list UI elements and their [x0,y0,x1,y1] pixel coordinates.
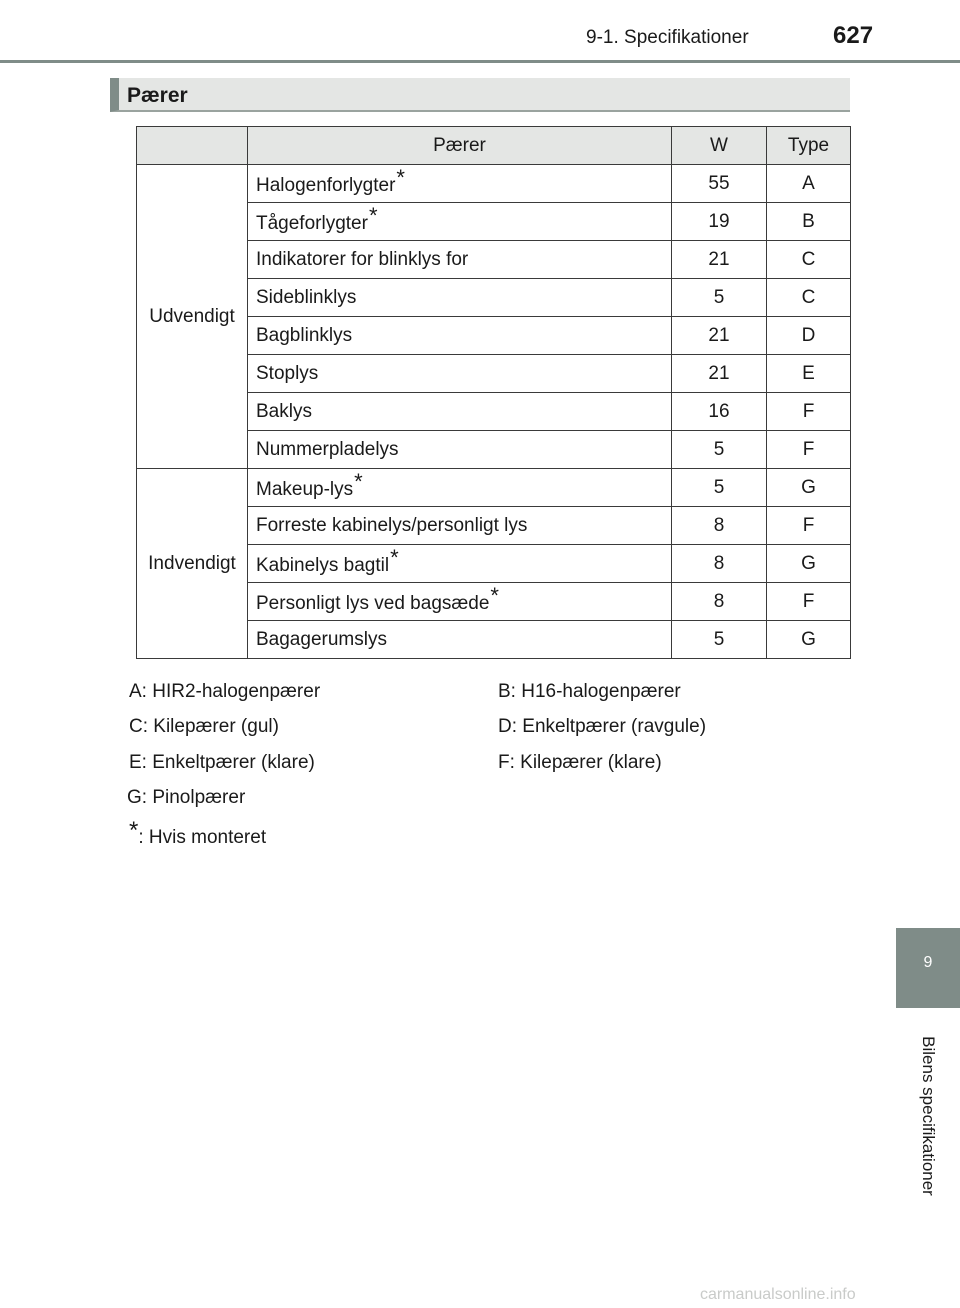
bulb-name-cell [248,203,672,241]
section-heading-bar [110,78,850,112]
bulb-name: Forreste kabinelys/personligt lys [256,514,528,536]
legend-f: F: Kilepærer (klare) [498,752,662,773]
bulb-name-cell [248,317,672,355]
bulb-name-cell [248,545,672,583]
header-watt: W [672,127,767,165]
legend-b: B: H16-halogenpærer [498,681,681,702]
optional-marker: * [396,164,405,190]
type-cell: C [767,241,851,279]
type-cell: G [767,469,851,507]
type-cell: G [767,545,851,583]
type-cell: F [767,431,851,469]
header-rule [0,60,960,63]
type-cell: E [767,355,851,393]
footnote [129,817,267,850]
bulb-name-cell [248,165,672,203]
optional-marker: * [390,544,399,570]
table-header-row [137,127,851,165]
bulb-name-cell [248,241,672,279]
watermark: carmanualsonline.info [700,1286,856,1303]
legend-a: A: HIR2-halogenpærer [129,681,321,702]
bulb-name-cell [248,355,672,393]
bulb-name: Tågeforlygter [256,212,368,234]
legend-d: D: Enkeltpærer (ravgule) [498,716,707,737]
bulb-name: Stoplys [256,362,319,384]
type-cell: F [767,507,851,545]
legend-g: G: Pinolpærer [127,787,246,808]
type-cell: G [767,621,851,659]
wattage-cell: 21 [672,355,767,393]
type-cell: F [767,393,851,431]
wattage-cell: 19 [672,203,767,241]
bulb-name: Bagagerumslys [256,628,387,650]
bulb-name: Makeup-lys [256,478,354,500]
bulb-name: Indikatorer for blinklys for [256,248,469,270]
chapter-tab [896,928,960,1008]
bulb-name: Nummerpladelys [256,438,399,460]
wattage-cell: 8 [672,583,767,621]
page-number: 627 [833,22,874,49]
bulb-name-cell [248,431,672,469]
table-row [137,469,851,507]
group-label: Indvendigt [137,469,248,659]
wattage-cell: 21 [672,317,767,355]
bulb-name: Personligt lys ved bagsæde [256,592,490,614]
bulb-name-cell [248,621,672,659]
bulb-name: Halogenforlygter [256,174,396,196]
wattage-cell: 16 [672,393,767,431]
header-type: Type [767,127,851,165]
wattage-cell: 21 [672,241,767,279]
bulb-name-cell [248,279,672,317]
footnote-text: : Hvis monteret [138,827,267,848]
table-row [137,165,851,203]
chapter-number: 9 [923,954,933,971]
bulb-name: Sideblinklys [256,286,357,308]
chapter-label: Bilens specifikationer [919,1036,938,1196]
wattage-cell: 5 [672,279,767,317]
legend-e: E: Enkeltpærer (klare) [129,752,315,773]
wattage-cell: 5 [672,469,767,507]
legend-c: C: Kilepærer (gul) [129,716,279,737]
bulb-name: Baklys [256,400,312,422]
bulb-name: Kabinelys bagtil [256,554,390,576]
type-cell: A [767,165,851,203]
wattage-cell: 5 [672,431,767,469]
header-title: 9-1. Specifikationer [586,27,749,48]
type-cell: D [767,317,851,355]
bulb-table [136,126,851,659]
group-label: Udvendigt [137,165,248,469]
header-bulb: Pærer [248,127,672,165]
footnote-marker: * [129,817,139,844]
bulb-name: Bagblinklys [256,324,353,346]
bulb-name-cell [248,469,672,507]
optional-marker: * [490,582,499,608]
type-cell: C [767,279,851,317]
header-group [137,127,248,165]
bulb-name-cell [248,393,672,431]
optional-marker: * [368,202,378,228]
bulb-name-cell [248,507,672,545]
section-title: Pærer [127,84,188,107]
optional-marker: * [354,468,363,494]
type-cell: F [767,583,851,621]
bulb-name-cell [248,583,672,621]
type-cell: B [767,203,851,241]
wattage-cell: 8 [672,507,767,545]
wattage-cell: 55 [672,165,767,203]
wattage-cell: 5 [672,621,767,659]
wattage-cell: 8 [672,545,767,583]
